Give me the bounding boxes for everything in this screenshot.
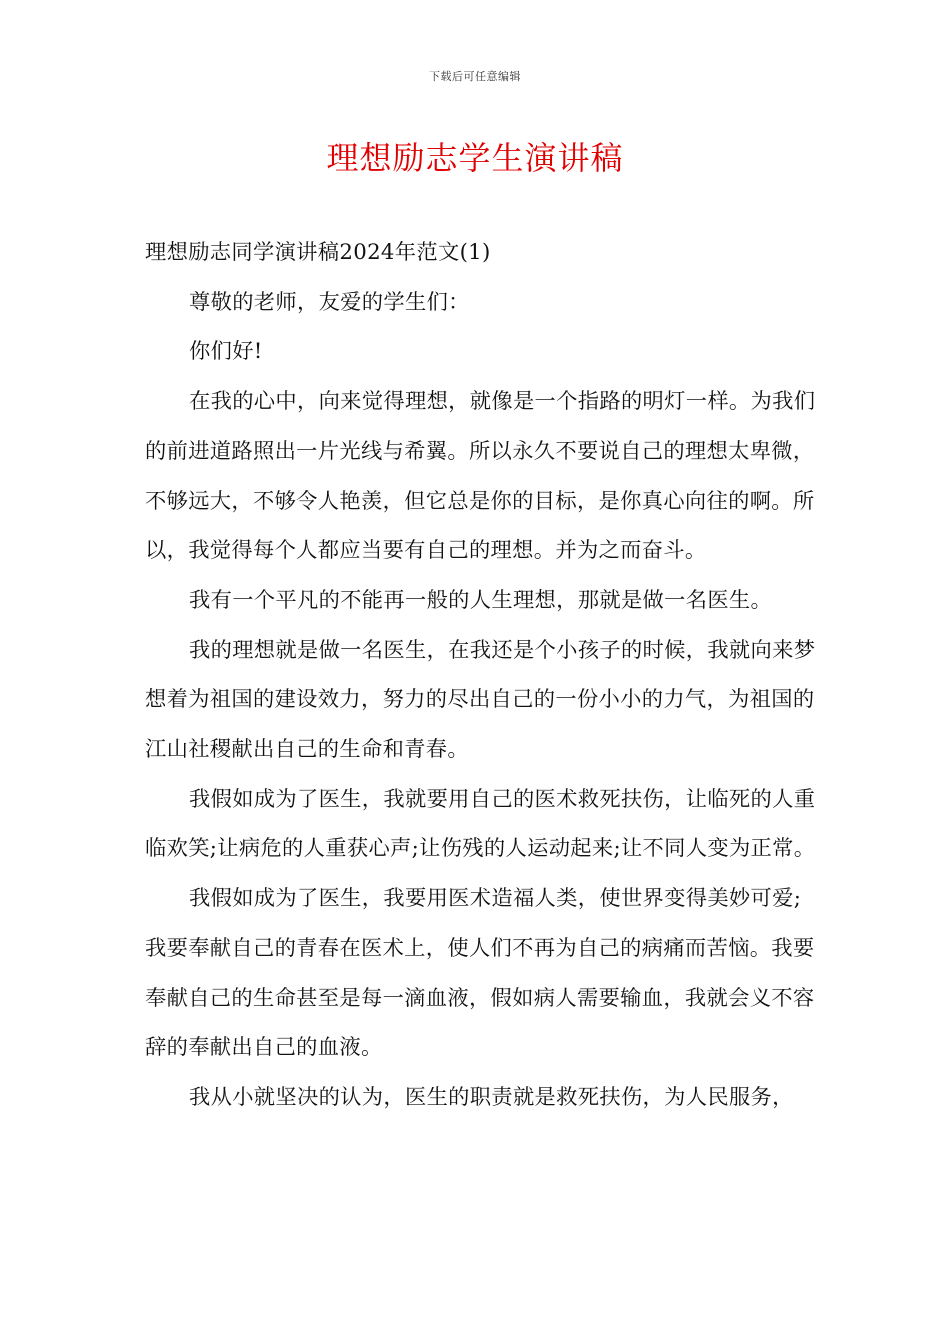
document-body bbox=[145, 228, 817, 1123]
header-note: 下载后可任意编辑 bbox=[429, 70, 521, 83]
paragraph: 我的理想就是做一名医生，在我还是个小孩子的时候，我就向来梦想着为祖国的建设效力，努力的尽出自己的一份小小的力气，为祖国的江山社稷献出自己的生命和青春。 bbox=[145, 637, 816, 763]
paragraph: 在我的心中，向来觉得理想，就像是一个指路的明灯一样。为我们的前进道路照出一片光线与希翼。所以永久不要说自己的理想太卑微，不够远大，不够令人艳羡，但它总是你的目标，是你真心向往的啊。所以，我觉得每个人都应当要有自己的理想。并为之而奋斗。 bbox=[145, 389, 816, 564]
document-subtitle: 理想励志同学演讲稿2024年范文(1) bbox=[145, 240, 491, 265]
paragraph: 我假如成为了医生，我要用医术造福人类，使世界变得美妙可爱;我要奉献自己的青春在医术上，使人们不再为自己的病痛而苦恼。我要奉献自己的生命甚至是每一滴血液，假如病人需要输血，我就会义不容辞的奉献出自己的血液。 bbox=[145, 886, 815, 1061]
paragraph-hello: 你们好! bbox=[189, 339, 263, 365]
paragraph-greeting: 尊敬的老师，友爱的学生们： bbox=[189, 289, 470, 315]
paragraph: 我假如成为了医生，我就要用自己的医术救死扶伤，让临死的人重临欢笑;让病危的人重获心声;让伤残的人运动起来;让不同人变为正常。 bbox=[145, 786, 816, 862]
paragraph: 我有一个平凡的不能再一般的人生理想，那就是做一名医生。 bbox=[189, 587, 773, 613]
paragraph: 我从小就坚决的认为，医生的职责就是救死扶伤，为人民服务， bbox=[189, 1084, 794, 1110]
document-title: 理想励志学生演讲稿 bbox=[326, 139, 624, 177]
